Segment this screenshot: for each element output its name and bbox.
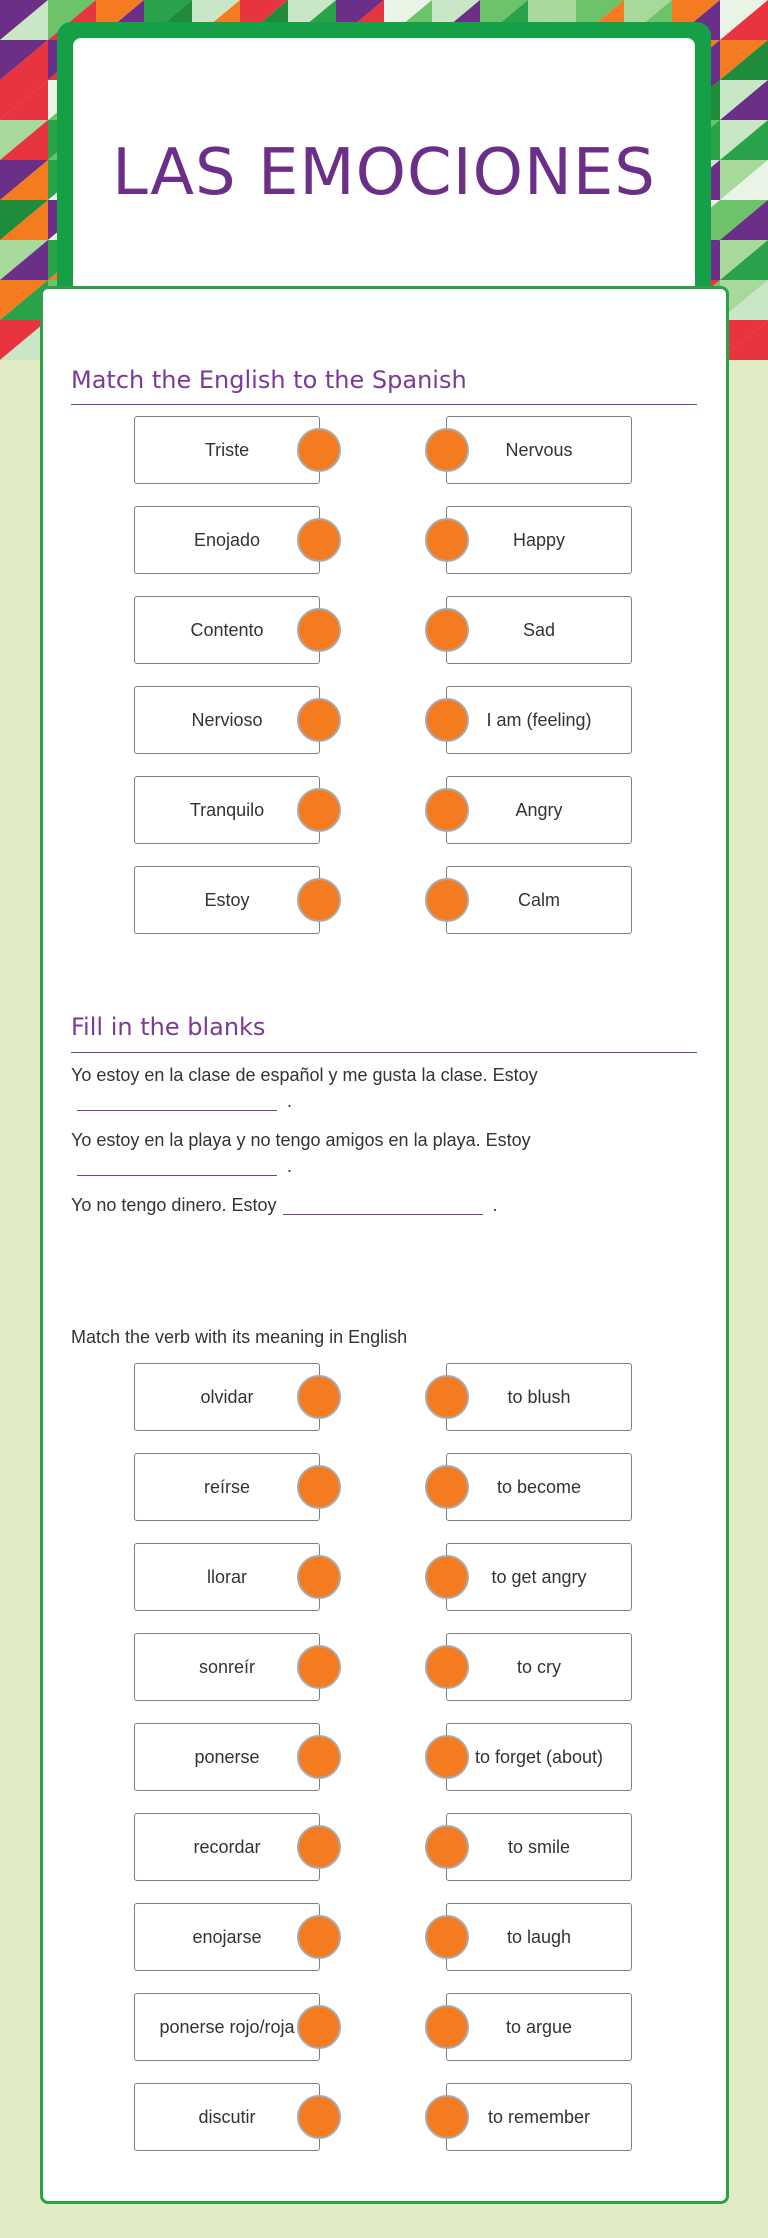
page-title: LAS EMOCIONES [112,136,656,210]
blank-input-3[interactable] [283,1192,483,1215]
section-heading-verbs: Match the verb with its meaning in English [71,1327,408,1347]
verb-right-connector-4[interactable] [425,1645,469,1689]
emotion-right-connector-5[interactable] [425,788,469,832]
verb-left-term-8: ponerse rojo/roja [134,1993,320,2061]
emotion-left-term-4: Nervioso [134,686,320,754]
verb-right-term-3: to get angry [446,1543,632,1611]
emotion-right-term-6: Calm [446,866,632,934]
emotion-left-connector-6[interactable] [297,878,341,922]
emotion-left-connector-1[interactable] [297,428,341,472]
verb-left-term-7: enojarse [134,1903,320,1971]
verb-left-connector-8[interactable] [297,2005,341,2049]
emotion-left-connector-4[interactable] [297,698,341,742]
verb-right-connector-7[interactable] [425,1915,469,1959]
emotion-left-term-5: Tranquilo [134,776,320,844]
verb-right-term-4: to cry [446,1633,632,1701]
verb-right-connector-8[interactable] [425,2005,469,2049]
emotion-left-connector-2[interactable] [297,518,341,562]
verb-left-term-5: ponerse [134,1723,320,1791]
emotion-right-term-4: I am (feeling) [446,686,632,754]
sentence-3 [71,1192,697,1218]
verb-left-term-9: discutir [134,2083,320,2151]
emotion-right-term-3: Sad [446,596,632,664]
verb-right-term-9: to remember [446,2083,632,2151]
blank-input-1[interactable] [77,1088,277,1111]
verb-left-connector-4[interactable] [297,1645,341,1689]
verb-left-term-6: recordar [134,1813,320,1881]
verb-right-connector-5[interactable] [425,1735,469,1779]
verb-right-term-8: to argue [446,1993,632,2061]
emotion-right-connector-2[interactable] [425,518,469,562]
emotion-right-connector-4[interactable] [425,698,469,742]
emotion-left-connector-3[interactable] [297,608,341,652]
sentence-end-mark: . [287,1091,293,1111]
verb-left-connector-3[interactable] [297,1555,341,1599]
verb-right-connector-9[interactable] [425,2095,469,2139]
verb-left-term-3: llorar [134,1543,320,1611]
verb-right-connector-2[interactable] [425,1465,469,1509]
sentence-2 [71,1127,697,1179]
emotion-left-term-1: Triste [134,416,320,484]
verb-left-term-2: reírse [134,1453,320,1521]
emotion-left-term-3: Contento [134,596,320,664]
section-divider [71,404,697,405]
sentence-1 [71,1062,697,1114]
sentence-end-mark: . [287,1156,293,1176]
emotion-right-term-5: Angry [446,776,632,844]
sentence-3-text: Yo no tengo dinero. Estoy [71,1195,277,1215]
sentence-2-text: Yo estoy en la playa y no tengo amigos en la playa. Estoy [71,1130,531,1150]
verb-right-term-1: to blush [446,1363,632,1431]
verb-left-term-1: olvidar [134,1363,320,1431]
verb-left-connector-6[interactable] [297,1825,341,1869]
blank-input-2[interactable] [77,1153,277,1176]
verb-left-connector-5[interactable] [297,1735,341,1779]
verb-right-connector-3[interactable] [425,1555,469,1599]
emotion-left-term-6: Estoy [134,866,320,934]
verb-right-term-7: to laugh [446,1903,632,1971]
verb-left-connector-9[interactable] [297,2095,341,2139]
emotion-left-connector-5[interactable] [297,788,341,832]
verb-right-term-5: to forget (about) [446,1723,632,1791]
emotion-right-connector-1[interactable] [425,428,469,472]
verb-left-term-4: sonreír [134,1633,320,1701]
verb-right-term-2: to become [446,1453,632,1521]
verb-right-connector-6[interactable] [425,1825,469,1869]
verb-left-connector-2[interactable] [297,1465,341,1509]
emotion-left-term-2: Enojado [134,506,320,574]
emotion-right-term-1: Nervous [446,416,632,484]
verb-left-connector-1[interactable] [297,1375,341,1419]
emotion-right-term-2: Happy [446,506,632,574]
verb-right-term-6: to smile [446,1813,632,1881]
sentence-end-mark: . [492,1195,498,1215]
verb-left-connector-7[interactable] [297,1915,341,1959]
section-divider [71,1052,697,1053]
emotion-right-connector-6[interactable] [425,878,469,922]
section-heading-match-english: Match the English to the Spanish [71,366,467,394]
section-heading-fill-blanks: Fill in the blanks [71,1013,266,1041]
verb-right-connector-1[interactable] [425,1375,469,1419]
sentence-1-text: Yo estoy en la clase de español y me gusta la clase. Estoy [71,1065,538,1085]
emotion-right-connector-3[interactable] [425,608,469,652]
